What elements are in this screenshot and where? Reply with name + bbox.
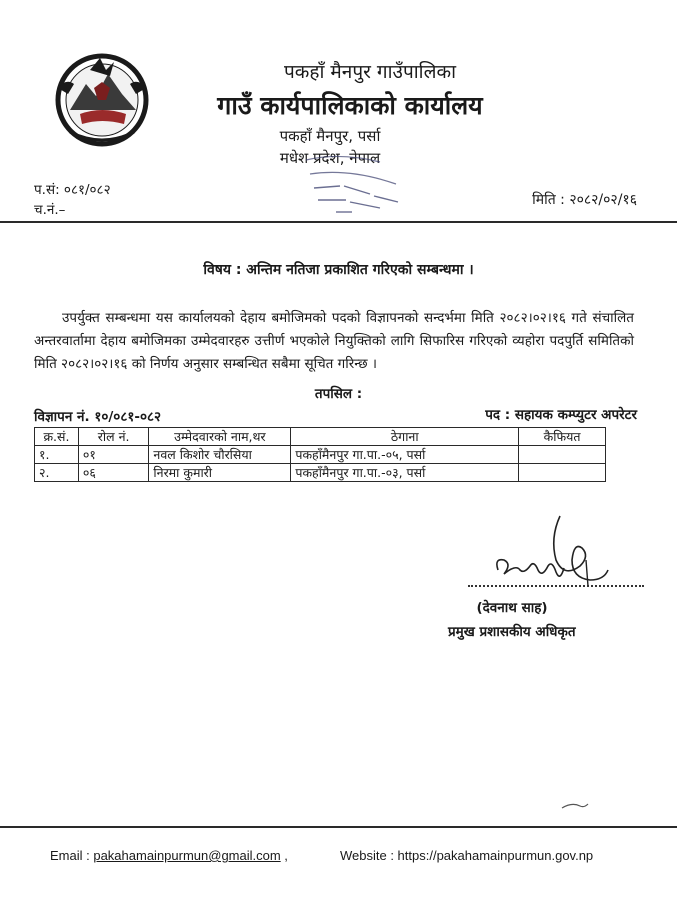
column-header-remarks: कैफियत xyxy=(519,428,606,446)
column-header-address: ठेगाना xyxy=(291,428,519,446)
cell-roll: ०६ xyxy=(78,464,148,482)
office-province: मधेश प्रदेश, नेपाल xyxy=(279,149,381,167)
subject-line: विषय : अन्तिम नतिजा प्रकाशित गरिएको सम्बन्धमा । xyxy=(203,262,474,278)
notice-body: उपर्युक्त सम्बन्धमा यस कार्यालयको देहाय बमोजिमको पदको विज्ञापनको सन्दर्भमा मिति २०८२।०२।१६ गते संचालित अन्तरवार्तामा देहाय बमोजिमका उम्मेदवारहरु उत्तीर्ण भएकोले नियुक्तिको लागि सिफारिस गरिएको व्यहोरा पदपुर्ति समितिको मिति २०८२।०२।१६ को निर्णय अनुसार सम्बन्धित सबैमा सूचित गरिन्छ । xyxy=(34,310,634,372)
nepal-government-emblem-icon xyxy=(50,48,154,148)
column-header-roll: रोल नं. xyxy=(78,428,148,446)
office-name: पकहाँ मैनपुर गाउँपालिका xyxy=(283,61,456,83)
table-row xyxy=(35,446,606,464)
email-label: Email : xyxy=(50,848,94,863)
cell-address: पकहाँमैनपुर गा.पा.-०५, पर्सा xyxy=(291,446,519,464)
table-header-row xyxy=(35,428,606,446)
reference-number: प.सं: ०८१/०८२ xyxy=(34,182,111,198)
office-place: पकहाँ मैनपुर, पर्सा xyxy=(279,127,381,145)
advertisement-number: विज्ञापन नं. १०/०८१-०८२ xyxy=(34,409,162,425)
office-seal-stamp-icon xyxy=(300,150,410,220)
footer-website[interactable]: Website : https://pakahamainpurmun.gov.np xyxy=(340,848,594,863)
letter-number: च.नं.– xyxy=(34,202,66,218)
cell-remarks xyxy=(519,464,606,482)
header-divider xyxy=(0,221,677,223)
cell-serial: १. xyxy=(35,446,79,464)
column-header-serial: क्र.सं. xyxy=(35,428,79,446)
cell-remarks xyxy=(519,446,606,464)
cell-name: नवल किशोर चौरसिया xyxy=(149,446,291,464)
cell-roll: ०१ xyxy=(78,446,148,464)
footer-email xyxy=(50,848,288,864)
issue-date: मिति : २०८२/०२/१६ xyxy=(532,192,637,208)
table-row xyxy=(35,464,606,482)
cell-serial: २. xyxy=(35,464,79,482)
details-heading: तपसिल : xyxy=(314,386,363,402)
results-table xyxy=(34,427,606,482)
post-title: पद : सहायक कम्प्युटर अपरेटर xyxy=(485,407,637,423)
column-header-name: उम्मेदवारको नाम,थर xyxy=(149,428,291,446)
signature-line xyxy=(468,585,644,587)
email-link[interactable]: pakahamainpurmun@gmail.com xyxy=(93,848,281,863)
email-suffix: , xyxy=(280,848,288,863)
signer-name: (देवनाथ साह) xyxy=(476,600,548,616)
footer-divider xyxy=(0,826,677,828)
cell-address: पकहाँमैनपुर गा.पा.-०३, पर्सा xyxy=(291,464,519,482)
ink-mark-icon xyxy=(560,800,590,812)
signer-title: प्रमुख प्रशासकीय अधिकृत xyxy=(448,624,576,640)
cell-name: निरमा कुमारी xyxy=(149,464,291,482)
office-title: गाउँ कार्यपालिकाको कार्यालय xyxy=(217,91,483,120)
